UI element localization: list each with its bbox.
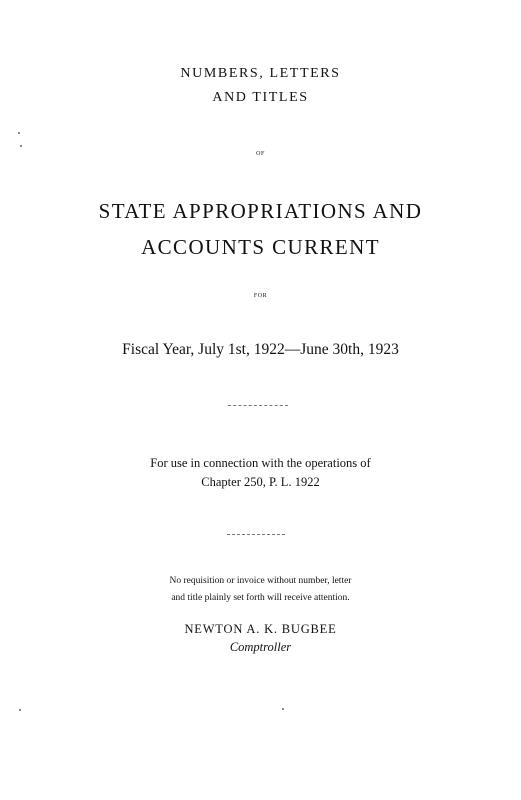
title-connector: FOR [253,293,268,299]
heading-line-2: AND TITLES [212,90,309,105]
scan-speck [20,145,22,147]
signatory-name: NEWTON A. K. BUGBEE [184,622,337,636]
ornamental-rule-2 [227,534,285,535]
heading-line-1: NUMBERS, LETTERS [180,66,341,81]
notice-line-1: No requisition or invoice without number, letter [169,576,352,586]
title-line-2: ACCOUNTS CURRENT [141,235,380,259]
ornamental-rule-1 [228,405,288,406]
scan-speck [19,709,21,711]
usage-line-1: For use in connection with the operations of [150,456,371,470]
fiscal-year: Fiscal Year, July 1st, 1922—June 30th, 1923 [122,341,399,358]
signatory-title: Comptroller [229,640,292,654]
scan-speck [282,708,284,710]
scan-speck [18,132,20,134]
usage-line-2: Chapter 250, P. L. 1922 [201,475,320,489]
notice-line-2: and title plainly set forth will receive attention. [171,593,350,603]
heading-connector: OF [256,151,265,157]
title-line-1: STATE APPROPRIATIONS AND [98,199,423,223]
